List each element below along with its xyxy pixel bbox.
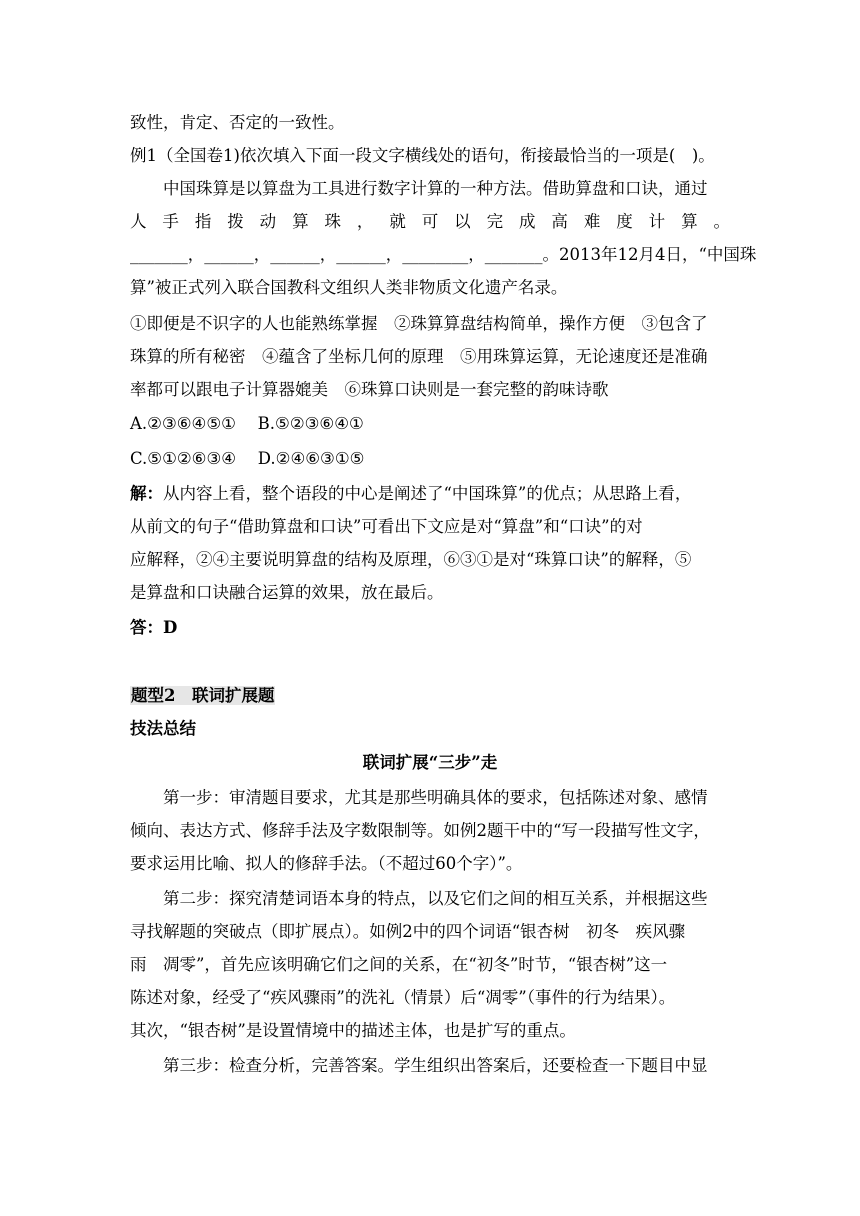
text-line: 致性，肯定、否定的一致性。: [130, 113, 345, 132]
solution-line: 是算盘和口诀融合运算的效果，放在最后。: [130, 583, 444, 602]
paragraph-line: 倾向、表达方式、修辞手法及字数限制等。如例2题干中的“写一段描写性文字，: [130, 821, 710, 840]
paragraph-line: 雨 凋零”，首先应该明确它们之间的关系，在“初冬”时节，“银杏树”这一: [130, 955, 668, 974]
passage-line: 算”被正式列入联合国教科文组织人类非物质文化遗产名录。: [130, 278, 568, 297]
passage-line: 人 手 指 拨 动 算 珠 ， 就 可 以 完 成 高 难 度 计 算 。: [130, 212, 730, 231]
options-line: 珠算的所有秘密 ④蕴含了坐标几何的原理 ⑤用珠算运算，无论速度还是准确: [130, 347, 708, 366]
section-heading: [130, 685, 275, 707]
solution-line: 应解释，②④主要说明算盘的结构及原理，⑥③①是对“珠算口诀”的解释，⑤: [130, 550, 692, 569]
paragraph-line: 寻找解题的突破点（即扩展点）。如例2中的四个词语“银杏树 初冬 疾风骤: [130, 922, 686, 941]
paragraph-line: 其次，“银杏树”是设置情境中的描述主体，也是扩写的重点。: [130, 1021, 576, 1040]
options-line: 率都可以跟电子计算器媲美 ⑥珠算口诀则是一套完整的韵味诗歌: [130, 380, 609, 399]
solution-text: 从内容上看，整个语段的中心是阐述了“中国珠算”的优点；从思路上看，: [163, 484, 692, 503]
solution-line: [130, 483, 691, 505]
choice-ab: A.②③⑥④⑤① B.⑤②③⑥④①: [130, 414, 364, 433]
paragraph-line: 第三步：检查分析，完善答案。学生组织出答案后，还要检查一下题目中显: [163, 1056, 708, 1075]
subsection-heading: 技法总结: [130, 719, 196, 738]
choice-cd: C.⑤①②⑥③④ D.②④⑥③①⑤: [130, 449, 365, 468]
paragraph-line: 第二步：探究清楚词语本身的特点，以及它们之间的相互关系，并根据这些: [163, 889, 708, 908]
paragraph-line: 第一步：审清题目要求，尤其是那些明确具体的要求，包括陈述对象、感情: [163, 788, 708, 807]
answer-line: 答：D: [130, 618, 178, 637]
solution-label: 解：: [130, 484, 163, 503]
section-heading-text: 题型2 联词扩展题: [131, 686, 275, 705]
example-question: 例1（全国卷1)依次填入下面一段文字横线处的语句，衔接最恰当的一项是( )。: [130, 146, 715, 165]
passage-line: 中国珠算是以算盘为工具进行数字计算的一种方法。借助算盘和口诀，通过: [163, 179, 708, 198]
passage-blanks-line: _______，______，______，______，________，_______。2013年12月4日，“中国珠: [130, 245, 757, 264]
paragraph-line: 要求运用比喻、拟人的修辞手法。（不超过60个字）”。: [130, 854, 523, 873]
paragraph-line: 陈述对象，经受了“疾风骤雨”的洗礼（情景）后“凋零”（事件的行为结果）。: [130, 988, 676, 1007]
solution-line: 从前文的句子“借助算盘和口诀”可看出下文应是对“算盘”和“口诀”的对: [130, 517, 643, 536]
options-line: ①即便是不识字的人也能熟练掌握 ②珠算算盘结构简单，操作方便 ③包含了: [130, 314, 708, 333]
centered-title: 联词扩展“三步”走: [362, 753, 498, 772]
